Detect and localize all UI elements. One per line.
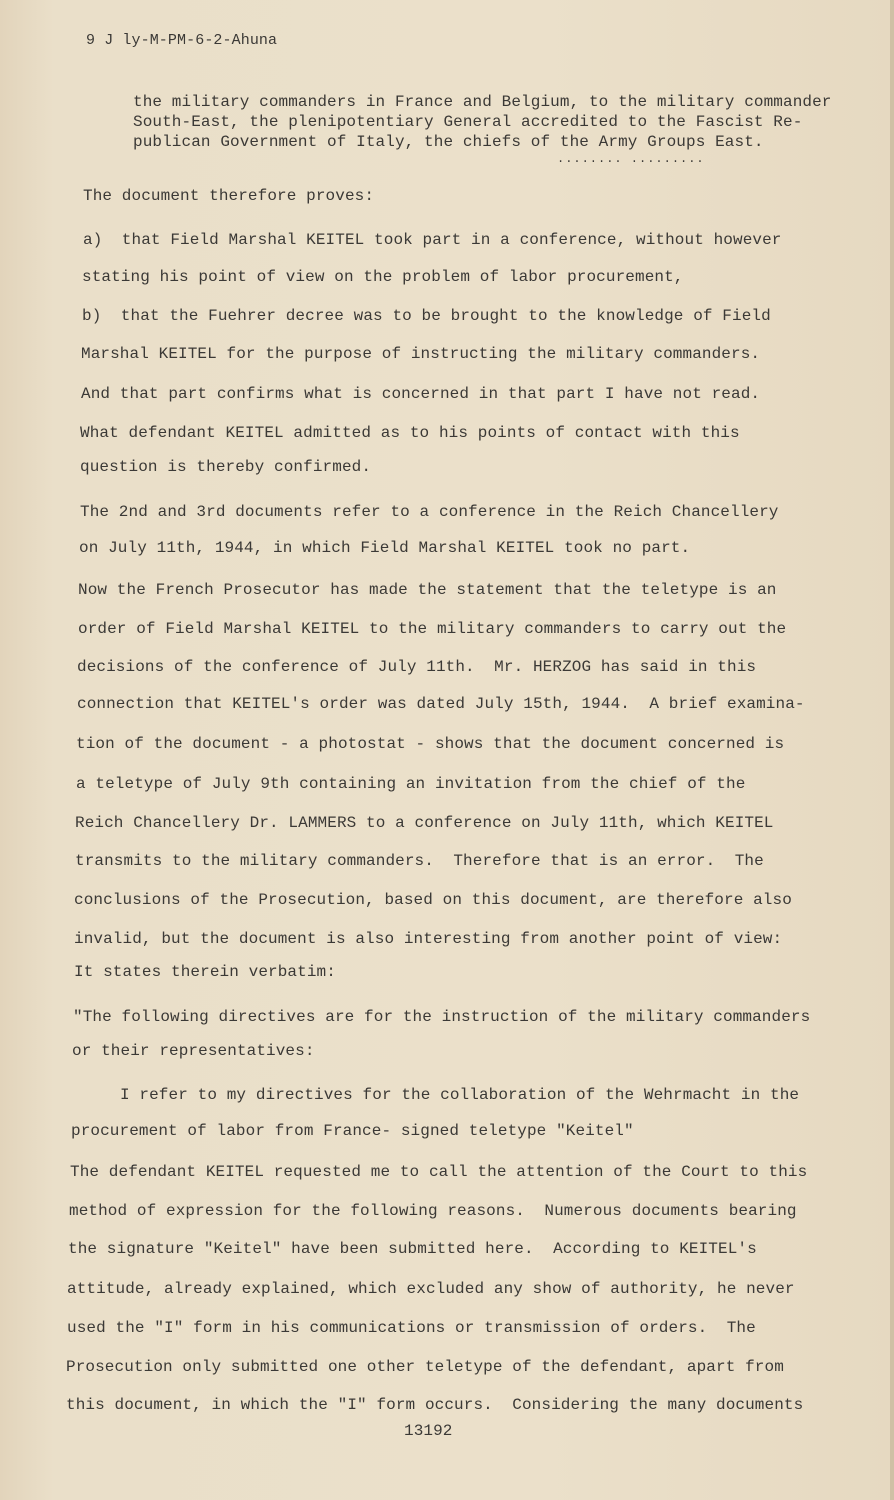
body-line: The 2nd and 3rd documents refer to a conference in the Reich Chancellery [80,503,779,521]
body-line: It states therein verbatim: [74,963,336,981]
body-line: attitude, already explained, which excluded any show of authority, he never [67,1280,795,1298]
body-line: transmits to the military commanders. Therefore that is an error. The [75,852,764,870]
body-line: method of expression for the following reasons. Numerous documents bearing [69,1202,797,1220]
body-line: used the "I" form in his communications or transmission of orders. The [67,1319,756,1337]
quote-line: the military commanders in France and Belgium, to the military commander [133,93,832,111]
body-line: the signature "Keitel" have been submitted here. According to KEITEL's [68,1240,757,1258]
body-line: tion of the document - a photostat - shows that the document concerned is [76,735,785,753]
body-line: procurement of labor from France- signed teletype "Keitel" [71,1122,634,1140]
body-line: What defendant KEITEL admitted as to his points of contact with this [80,424,740,442]
body-line: this document, in which the "I" form occurs. Considering the many documents [66,1396,804,1414]
ellipsis-dots: ........ ......... [557,152,705,166]
body-line: Prosecution only submitted one other teletype of the defendant, apart from [66,1358,784,1376]
body-line: And that part confirms what is concerned in that part I have not read. [81,385,761,403]
body-line: connection that KEITEL's order was dated July 15th, 1944. A brief examina- [77,695,805,713]
body-line: I refer to my directives for the collaboration of the Wehrmacht in the [120,1086,800,1104]
body-line: The document therefore proves: [83,187,375,205]
body-line: Reich Chancellery Dr. LAMMERS to a conference on July 11th, which KEITEL [75,814,774,832]
page-header: 9 J ly-M-PM-6-2-Ahuna [86,32,278,49]
body-line: a) that Field Marshal KEITEL took part in a conference, without however [83,231,782,249]
body-line: on July 11th, 1944, in which Field Marshal KEITEL took no part. [79,539,691,557]
quote-line: publican Government of Italy, the chiefs of the Army Groups East. [133,133,764,151]
body-line: stating his point of view on the problem of labor procurement, [82,268,684,286]
body-line: or their representatives: [72,1042,315,1060]
body-line: The defendant KEITEL requested me to call the attention of the Court to this [70,1163,808,1181]
body-line: b) that the Fuehrer decree was to be brought to the knowledge of Field [82,307,771,325]
body-line: conclusions of the Prosecution, based on this document, are therefore also [74,891,792,909]
body-line: order of Field Marshal KEITEL to the military commanders to carry out the [78,620,787,638]
body-line: "The following directives are for the instruction of the military commanders [73,1008,811,1026]
page-number: 13192 [404,1422,453,1440]
body-line: Now the French Prosecutor has made the statement that the teletype is an [78,581,777,599]
body-line: question is thereby confirmed. [80,458,372,476]
body-line: a teletype of July 9th containing an invitation from the chief of the [76,775,746,793]
body-line: invalid, but the document is also interesting from another point of view: [74,930,783,948]
page-edge [890,0,894,1500]
quote-line: South-East, the plenipotentiary General accredited to the Fascist Re- [133,113,803,131]
body-line: decisions of the conference of July 11th. Mr. HERZOG has said in this [77,658,757,676]
body-line: Marshal KEITEL for the purpose of instructing the military commanders. [81,345,761,363]
